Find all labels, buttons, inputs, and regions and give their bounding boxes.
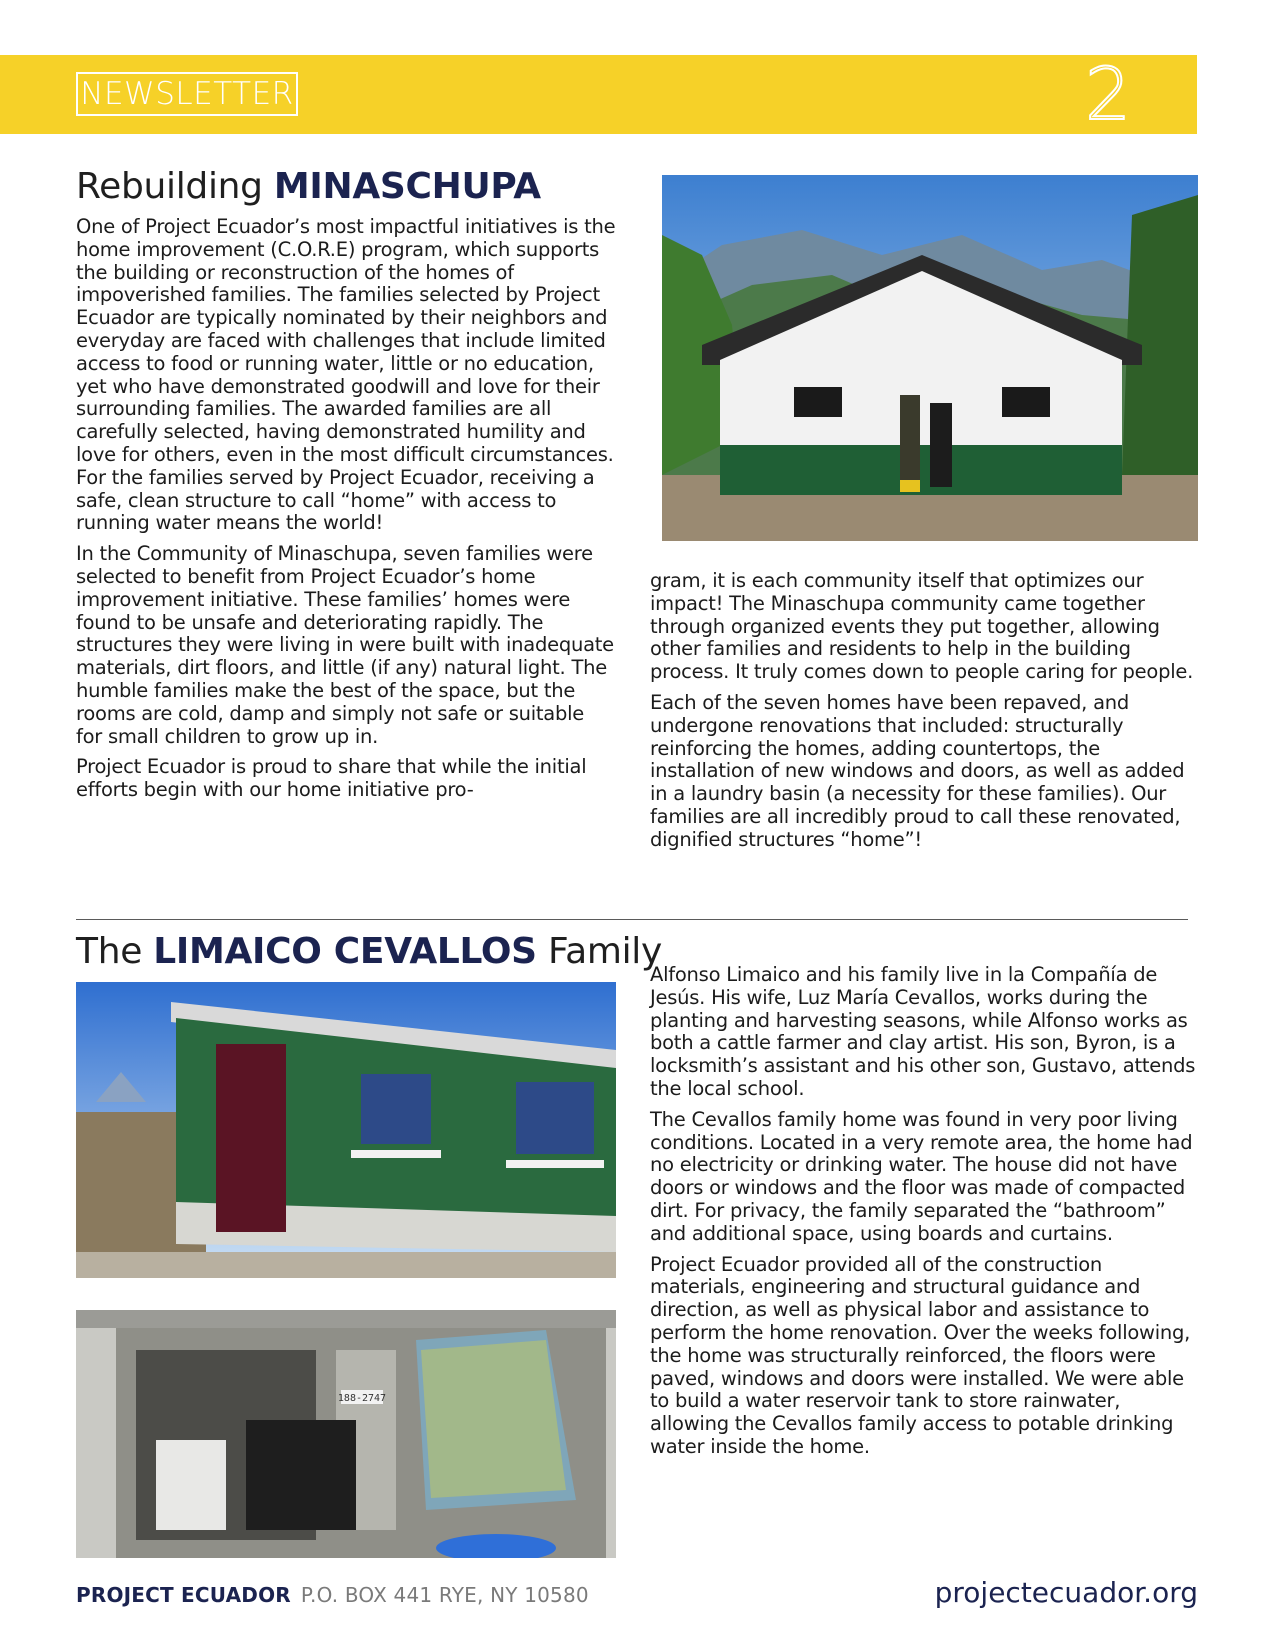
title-light: Family (547, 931, 663, 972)
footer-org-name: PROJECT ECUADOR (76, 1583, 291, 1607)
title-light: Rebuilding (76, 166, 263, 207)
footer-website-link[interactable]: projectecuador.org (934, 1576, 1198, 1609)
renovated-house-photo (76, 982, 616, 1278)
minaschupa-house-photo (662, 175, 1198, 541)
section-divider (76, 919, 1188, 920)
page-number: 2 (1085, 52, 1131, 136)
footer-address-block (76, 1582, 589, 1608)
paragraph: Alfonso Limaico and his family live in la Compañía de Jesús. His wife, Luz María Cevallos, works during the planting and harvesting seasons, while Alfonso works as both a cattle farmer and clay artist. His son, Byron, is a locksmith’s assistant and his other son, Gustavo, attends the local school. (650, 963, 1196, 1100)
article-title-minaschupa (76, 166, 541, 208)
article1-left-column (76, 216, 616, 810)
article-title-limaico-cevallos (76, 931, 662, 973)
paragraph: gram, it is each community itself that optimizes our impact! The Minaschupa community came together through organized events they put together, allowing other families and residents to help in the building process. It truly comes down to people caring for people. (650, 569, 1194, 684)
paragraph: Project Ecuador is proud to share that while the initial efforts begin with our home initiative pro- (76, 755, 587, 802)
paragraph: The Cevallos family home was found in very poor living conditions. Located in a very remote area, the home had no electricity or drinking water. The house did not have doors or windows and the floor was made of compacted dirt. For privacy, the family separated the “bathroom” and additional space, using boards and curtains. (650, 1107, 1193, 1245)
title-bold: MINASCHUPA (273, 166, 541, 207)
title-light: The (76, 931, 143, 972)
article1-right-column (650, 570, 1198, 860)
paragraph: One of Project Ecuador’s most impactful initiatives is the home improvement (C.O.R.E) program, which supports the building or reconstruction of the homes of impoverished families. The families selected by Project Ecuador are typically nominated by their neighbors and everyday are faced with challenges that include limited access to food or running water, little or no education, yet who have demonstrated goodwill and love for their surrounding families. The awarded families are all carefully selected, having demonstrated humility and love for others, even in the most difficult circumstances. For the families served by Project Ecuador, receiving a safe, clean structure to call “home” with access to running water means the world! (76, 215, 616, 535)
title-bold: LIMAICO CEVALLOS (153, 931, 537, 972)
paragraph: Each of the seven homes have been repaved, and undergone renovations that included: structurally reinforcing the homes, adding countertops, the installation of new windows and doors, as well as added in a laundry basin (a necessity for these families). Our families are all incredibly proud to call these renovated, dignified structures “home”! (650, 690, 1185, 851)
paragraph: In the Community of Minaschupa, seven families were selected to benefit from Project Ecuador’s home improvement initiative. These families’ homes were found to be unsafe and deteriorating rapidly. The structures they were living in were built with inadequate materials, dirt floors, and little (if any) natural light. The humble families make the best of the space, but the rooms are cold, damp and simply not safe or suitable for small children to grow up in. (76, 542, 614, 748)
original-house-photo (76, 1310, 616, 1558)
footer-address: P.O. BOX 441 RYE, NY 10580 (300, 1583, 589, 1607)
newsletter-badge: NEWSLETTER (76, 72, 298, 116)
house-number-sign: 188-2747 (337, 1393, 387, 1404)
article2-right-column (650, 964, 1198, 1467)
paragraph: Project Ecuador provided all of the construction materials, engineering and structural guidance and direction, as well as physical labor and assistance to perform the home renovation. Over the weeks following, the home was structurally reinforced, the floors were paved, windows and doors were installed. We were able to build a water reservoir tank to store rainwater, allowing the Cevallos family access to potable drinking water inside the home. (650, 1252, 1191, 1458)
